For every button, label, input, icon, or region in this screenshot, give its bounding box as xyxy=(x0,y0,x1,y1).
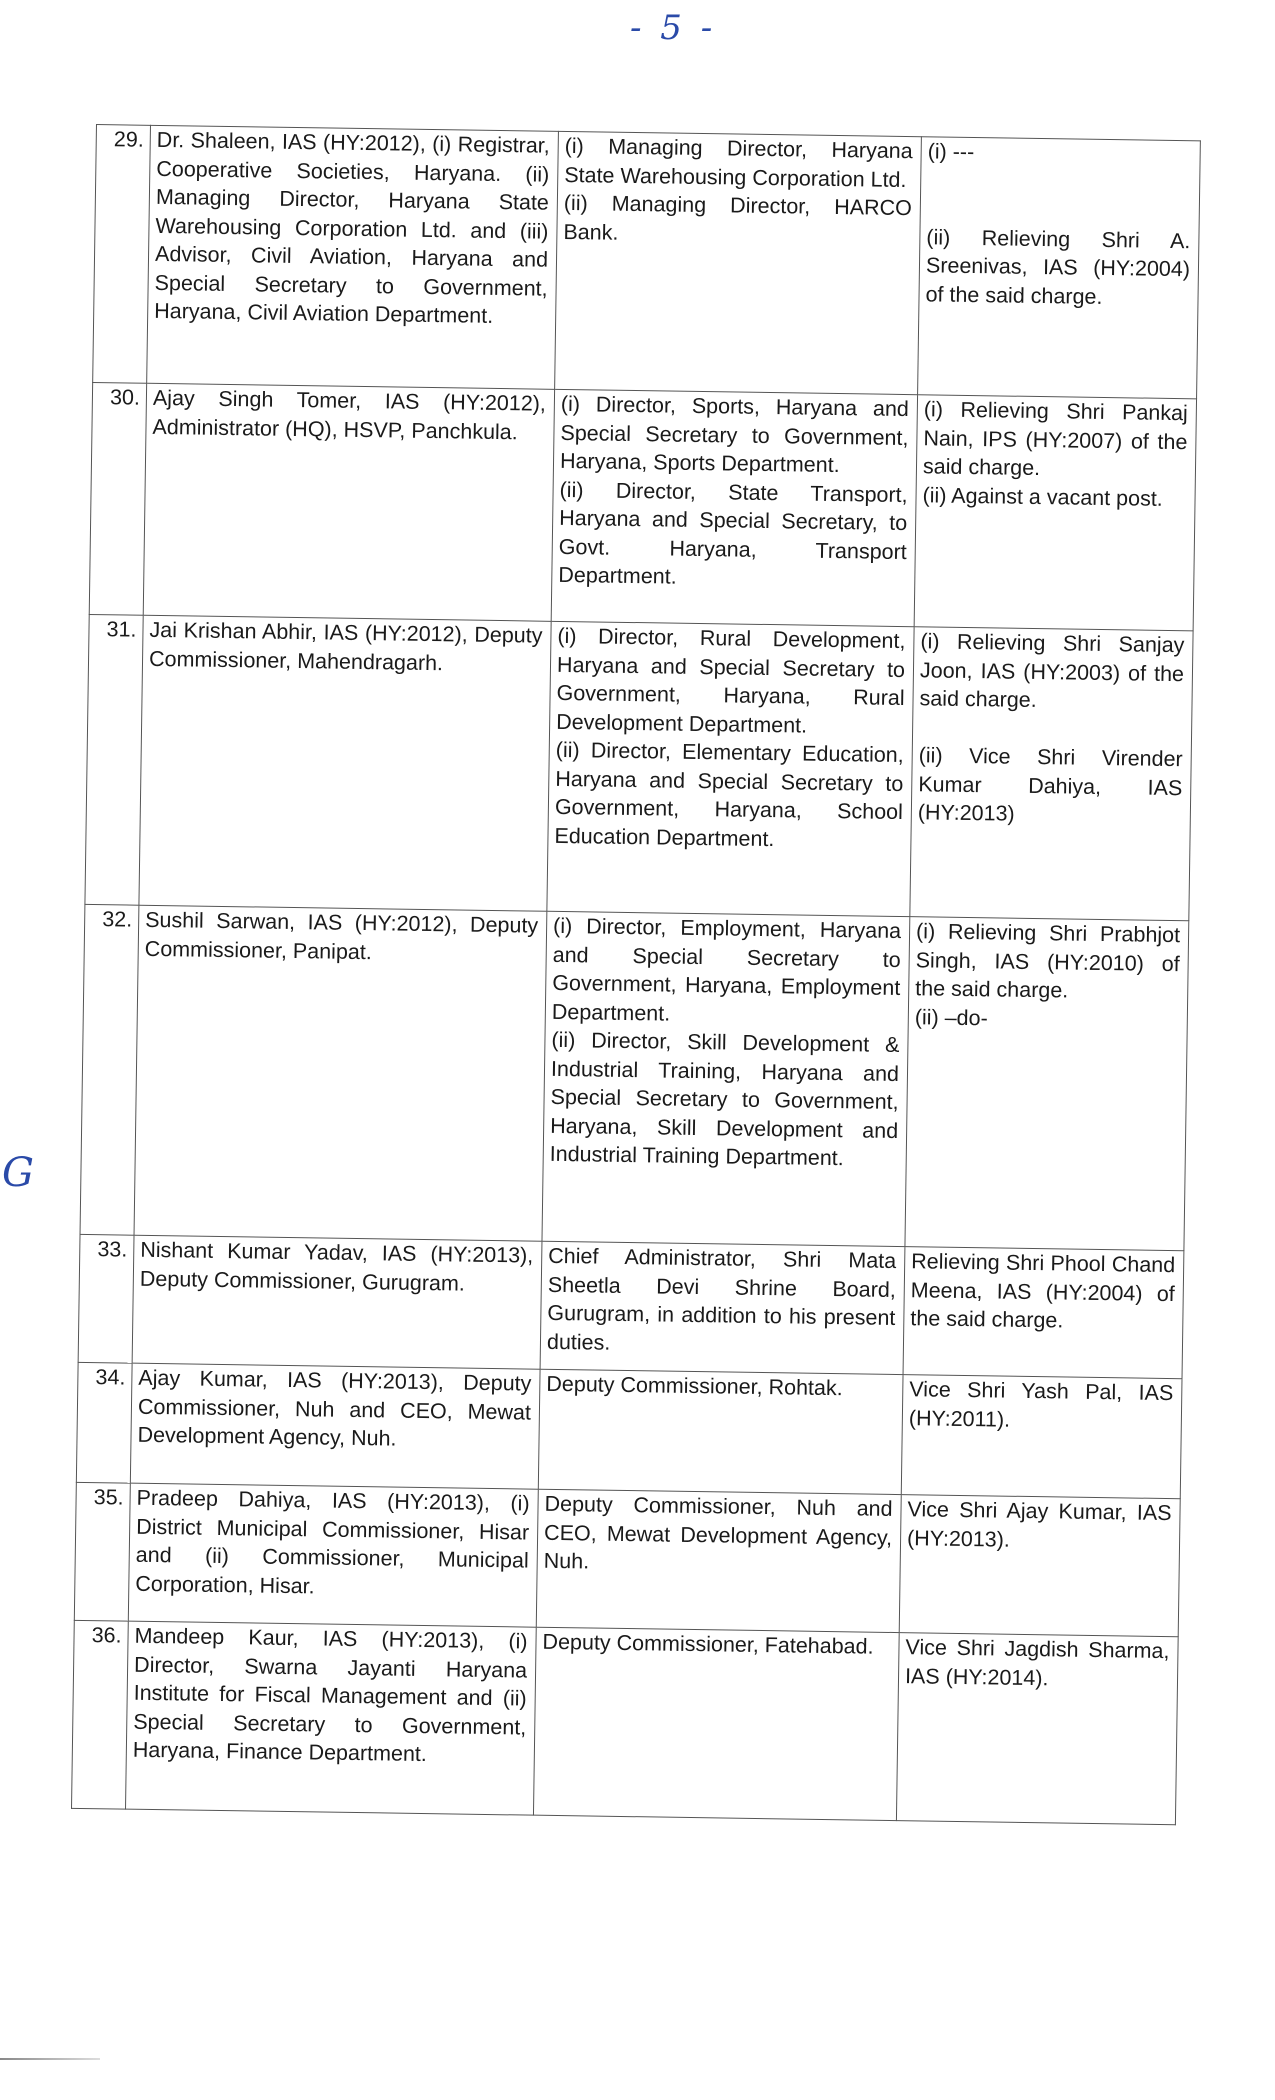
remark-item: Vice Shri Ajay Kumar, IAS (HY:2013). xyxy=(906,1497,1172,1552)
serial-number-cell: 32. xyxy=(80,904,139,1235)
officer-current-posting-cell: Dr. Shaleen, IAS (HY:2012), (i) Registrar, Cooperative Societies, Haryana. (ii) Managing Director, Haryana State Warehousing Corporation Ltd. and (iii) Advisor, Civil Aviation, Haryana and Special Secretary to Government, Haryana, Civil Aviation Department. xyxy=(147,125,559,389)
table-row xyxy=(72,1620,1179,1824)
serial-number-cell: 35. xyxy=(74,1482,130,1621)
officer-current-posting-cell: Sushil Sarwan, IAS (HY:2012), Deputy Commissioner, Panipat. xyxy=(134,905,547,1241)
serial-number-cell: 29. xyxy=(93,125,151,384)
posting-item: (i) Director, Sports, Haryana and Special Secretary to Government, Haryana, Sports Department. xyxy=(559,391,910,478)
remarks-cell xyxy=(905,917,1189,1251)
remarks-cell xyxy=(901,1375,1182,1499)
posting-item: (ii) Managing Director, HARCO Bank. xyxy=(563,190,913,245)
remark-item: (i) Relieving Shri Pankaj Nain, IPS (HY:2007) of the said charge. xyxy=(922,397,1189,481)
table-row xyxy=(85,614,1193,920)
table-row xyxy=(93,125,1201,399)
officer-current-posting-cell: Ajay Singh Tomer, IAS (HY:2012), Administrator (HQ), HSVP, Panchkula. xyxy=(143,383,554,621)
table-row xyxy=(74,1482,1180,1636)
table-row xyxy=(89,382,1196,630)
remarks-cell xyxy=(910,627,1193,921)
spacer xyxy=(927,166,1191,198)
postings-table-body xyxy=(72,125,1201,1825)
remarks-cell xyxy=(918,137,1201,399)
officer-current-posting-cell: Jai Krishan Abhir, IAS (HY:2012), Deputy Commissioner, Mahendragarh. xyxy=(139,615,551,911)
posting-item: Deputy Commissioner, Nuh and CEO, Mewat Development Agency, Nuh. xyxy=(543,1491,893,1574)
posting-item: Chief Administrator, Shri Mata Sheetla Devi Shrine Board, Gurugram, in addition to his present duties. xyxy=(546,1243,897,1355)
serial-number-cell: 31. xyxy=(85,614,143,905)
officer-current-posting-cell: Ajay Kumar, IAS (HY:2013), Deputy Commissioner, Nuh and CEO, Mewat Development Agency, Nuh. xyxy=(130,1363,540,1489)
posting-item: (ii) Director, State Transport, Haryana and Special Secretary, to Govt. Haryana, Transport Department. xyxy=(558,477,908,589)
posting-item: (i) Director, Rural Development, Haryana and Special Secretary to Government, Haryana, Rural Development Department. xyxy=(556,623,906,738)
handwritten-margin-mark: G xyxy=(2,1150,34,1196)
new-posting-cell xyxy=(540,1241,905,1374)
postings-table xyxy=(71,124,1201,1825)
new-posting-cell xyxy=(555,131,922,394)
new-posting-cell xyxy=(547,621,914,916)
new-posting-cell xyxy=(536,1489,901,1632)
page-number: - 5 - xyxy=(630,8,717,48)
remark-item: (ii) Against a vacant post. xyxy=(922,482,1163,511)
remark-item: (ii) –do- xyxy=(914,1004,988,1030)
new-posting-cell xyxy=(542,911,910,1246)
spacer xyxy=(927,194,1191,226)
footer-rule xyxy=(0,2058,100,2060)
serial-number-cell: 30. xyxy=(89,382,146,615)
remark-item: Vice Shri Jagdish Sharma, IAS (HY:2014). xyxy=(904,1635,1170,1690)
remarks-cell xyxy=(903,1247,1184,1379)
new-posting-cell xyxy=(533,1627,899,1820)
table-row xyxy=(80,904,1189,1250)
table-row xyxy=(78,1234,1184,1378)
postings-table-container xyxy=(71,124,1200,1825)
serial-number-cell: 36. xyxy=(72,1620,129,1809)
spacer xyxy=(919,713,1183,745)
remark-item: (i) Relieving Shri Sanjay Joon, IAS (HY:2003) of the said charge. xyxy=(919,629,1185,713)
posting-item: (i) Managing Director, Haryana State Warehousing Corporation Ltd. xyxy=(564,133,913,192)
remarks-cell xyxy=(914,395,1196,631)
officer-current-posting-cell: Pradeep Dahiya, IAS (HY:2013), (i) District Municipal Commissioner, Hisar and (ii) Commissioner, Municipal Corporation, Hisar. xyxy=(128,1483,538,1627)
posting-item: (i) Director, Employment, Haryana and Special Secretary to Government, Haryana, Employment Department. xyxy=(551,913,902,1026)
officer-current-posting-cell: Mandeep Kaur, IAS (HY:2013), (i) Director, Swarna Jayanti Haryana Institute for Fiscal Management and (ii) Special Secretary to Government, Haryana, Finance Department. xyxy=(126,1621,537,1815)
remarks-cell xyxy=(899,1495,1180,1637)
posting-item: Deputy Commissioner, Fatehabad. xyxy=(542,1629,874,1659)
serial-number-cell: 34. xyxy=(76,1362,132,1483)
remark-item: (i) --- xyxy=(927,139,975,165)
new-posting-cell xyxy=(538,1369,903,1494)
posting-item: (ii) Director, Elementary Education, Haryana and Special Secretary to Government, Haryana, School Education Department. xyxy=(554,737,904,851)
posting-item: Deputy Commissioner, Rohtak. xyxy=(546,1371,843,1401)
remark-item: Relieving Shri Phool Chand Meena, IAS (HY:2004) of the said charge. xyxy=(910,1249,1176,1333)
officer-current-posting-cell: Nishant Kumar Yadav, IAS (HY:2013), Deputy Commissioner, Gurugram. xyxy=(132,1235,542,1369)
remark-item: (ii) Relieving Shri A. Sreenivas, IAS (HY:2004) of the said charge. xyxy=(925,224,1191,309)
table-row xyxy=(76,1362,1182,1498)
remarks-cell xyxy=(896,1633,1178,1825)
remark-item: (ii) Vice Shri Virender Kumar Dahiya, IAS (HY:2013) xyxy=(917,743,1183,826)
remark-item: (i) Relieving Shri Prabhjot Singh, IAS (HY:2010) of the said charge. xyxy=(915,919,1181,1003)
posting-item: (ii) Director, Skill Development & Industrial Training, Haryana and Special Secretary to Government, Haryana, Skill Development and Industrial Training Department. xyxy=(549,1027,900,1171)
new-posting-cell xyxy=(551,389,917,626)
remark-item: Vice Shri Yash Pal, IAS (HY:2011). xyxy=(908,1377,1174,1432)
serial-number-cell: 33. xyxy=(78,1234,134,1363)
